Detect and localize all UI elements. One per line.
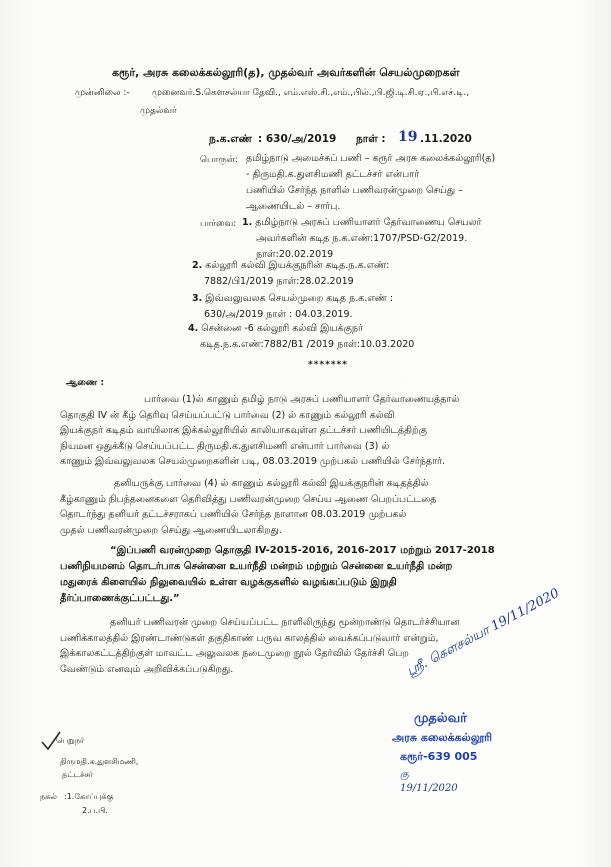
copy-line-1: :1.கோப்புக்கு — [64, 792, 114, 801]
reference-line: 630/அ/2019 நாள் : 04.03.2019. — [204, 309, 353, 320]
paragraph-line: பணிக்காலத்தில் இரண்டாண்டுகள் தகுதிகாண் பருவ காலத்தில் வைக்கப்படுவார் என்றும், — [60, 632, 439, 644]
paragraph-line: காணும் இவ்வலுவலக செயல்முறைகளின் படி, 08.03.2019 முற்பகல் பணியில் சேர்ந்தார். — [60, 456, 446, 467]
paragraph-line: இக்காலகட்டத்திற்குள் மாவட்ட அலுவலக நடைமுறை நூல் தேர்வில் தேர்ச்சி பெற — [60, 648, 409, 659]
reference-item-4 — [188, 321, 414, 353]
initials-note: கு 19/11/2020 — [400, 769, 458, 794]
paragraph-line: தொகுதி IV ன் கீழ் தெரிவு செய்யப்பட்டு பார்வை (2) ல் காணும் கல்லூரி கல்வி — [60, 409, 395, 421]
stamp-line-2: அரசு கலைக்கல்லூரி — [392, 731, 493, 744]
paragraph-line: முதல் பணிவரன்முறை செய்து ஆணையிடலாகிறது. — [60, 524, 282, 536]
separator: ******* — [308, 360, 348, 370]
paragraph-line: கீழ்காணும் நிபந்தனைகளை தெரிவித்து பணிவரன்முறை செய்ய ஆணை பெறப்பட்டதை — [60, 493, 437, 505]
paragraph-line: நியமன ஒதுக்கீடு செய்யப்பட்ட திருமதி.க.துளசிமணி என்பார் பார்வை (3) ல் — [60, 440, 390, 452]
order-label: ஆணை : — [66, 378, 105, 388]
quote-line: மதுரைக் கிளையில் நிலுவையில் உள்ள வழக்குகளில் வழங்கப்படும் இறுதி — [60, 577, 397, 588]
recipient-name: திருமதி.க.துளசிமணி, — [60, 757, 139, 766]
paragraph-line: பார்வை (1)ல் காணும் தமிழ் நாடு அரசுப் பணியாளர் தேர்வாணையத்தால் — [144, 394, 460, 405]
subject-line: - திருமதி.க.துளசிமணி தட்டச்சர் என்பார் — [246, 169, 420, 180]
paragraph-line: தொடர்ந்து தனியர் தட்டச்சராகப் பணியில் சேர்ந்த நாளான 08.03.2019 முற்பகல் — [60, 509, 407, 520]
order-paragraph-3 — [60, 615, 460, 677]
subject-line: ஆணையிடல் – சார்பு. — [246, 201, 341, 212]
quote-line: பணிநியமனம் தொடர்பாக சென்னை உயர்நீதி மன்றம் மற்றும் சென்னை உயர்நீதி மன்ற — [60, 561, 453, 572]
reference-line: 3. இவ்வலுவலக செயல்முறை கடித ந.க.எண் : — [192, 293, 394, 304]
reference-line: நாள்:20.02.2019 — [256, 249, 334, 260]
order-paragraph-1 — [60, 392, 459, 470]
order-paragraph-2 — [60, 476, 436, 538]
handwritten-signature: ஸ்ரீ. கௌசல்யா 19/11/2020 — [404, 585, 562, 680]
reference-item-1 — [242, 215, 481, 263]
document-title: கரூர், அரசு கலைக்கல்லூரி(த), முதல்வர் அவர்களின் செயல்முறைகள் — [112, 66, 460, 79]
presence-label: முன்னிலை :- — [75, 88, 130, 98]
paragraph-line: வேண்டும் எனவும் அறிவிக்கப்படுகிறது. — [60, 663, 234, 675]
copy-label: நகல் — [40, 792, 57, 801]
subject-line: பணியில் சேர்ந்த நாளில் பணிவரன்முறை செய்து – — [246, 185, 463, 196]
recipient-label: பெறுநர் — [56, 736, 85, 745]
reference-item-3 — [192, 291, 393, 323]
subject-line: தமிழ்நாடு அமைச்சுப் பணி – கரூர் அரசு கலைக்கல்லூரி(த) — [246, 153, 496, 164]
reference-line: 4. சென்னை -6 கல்லூரி கல்வி இயக்குநர் — [188, 323, 363, 334]
file-number-label: ந.க.எண் — [209, 133, 252, 145]
reference-line: அவர்களின் கடித ந.க.எண்:1707/PSD-G2/2019. — [256, 233, 468, 244]
file-number: : 630/அ/2019 — [258, 133, 337, 145]
stamp-title: முதல்வர் — [414, 711, 467, 726]
reference-line: 2. கல்லூரி கல்வி இயக்குநரின் கடித.ந.க.எண்: — [192, 260, 390, 271]
reference-item-2 — [192, 258, 389, 290]
paragraph-line: இயக்குநர் கடிதம் வாயிலாக இக்கல்லூரியில் காலியாகவுள்ள தட்டச்சர் பணியிடத்திற்கு — [60, 425, 427, 436]
date-rest: .11.2020 — [420, 133, 472, 145]
presence-name: முனைவர்.S.கௌசல்யா தேவி., எம்.எஸ்.சி.,எம்.,பில்.,பி.ஜி.டி.சி.ஏ.,பி.எச்.டி., — [152, 88, 470, 98]
paragraph-line: தனியருக்கு பார்வை (4) ல் காணும் கல்லூரி கல்வி இயக்குநரின் கடிதத்தில் — [114, 478, 429, 489]
recipient-role: தட்டச்சர் — [62, 770, 93, 779]
reference-line: கடித.ந.க.எண்:7882/B1 /2019 நாள்:10.03.2020 — [200, 339, 415, 350]
subject-label: பொருள்: — [200, 155, 238, 165]
paragraph-line: தனியர் பணிவரன் முறை செய்யப்பட்ட நாளிலிருந்து மூன்றாண்டு தொடர்ச்சியான — [110, 617, 460, 628]
designation: முதல்வர் — [140, 106, 177, 116]
reference-line: 7882/பி1/2019 நாள்:28.02.2019 — [204, 276, 354, 287]
copy-line-2: 2.ப.பி. — [82, 806, 108, 815]
subject-block — [246, 151, 495, 215]
date-day: 19 — [398, 129, 418, 145]
references-label: பார்வை: — [200, 219, 237, 229]
date-label: நாள் : — [356, 133, 386, 145]
stamp-line-3: கரூர்-639 005 — [400, 750, 478, 763]
quote-line: தீர்ப்பாணைக்குட்பட்டது.” — [60, 593, 180, 604]
quote-line: “இப்பணி வரன்முறை தொகுதி IV-2015-2016, 2016-2017 மற்றும் 2017-2018 — [110, 545, 495, 556]
reference-line: 1. தமிழ்நாடு அரசுப் பணியாளர் தேர்வாணைய செயலர் — [242, 217, 482, 228]
order-quote — [60, 543, 495, 607]
